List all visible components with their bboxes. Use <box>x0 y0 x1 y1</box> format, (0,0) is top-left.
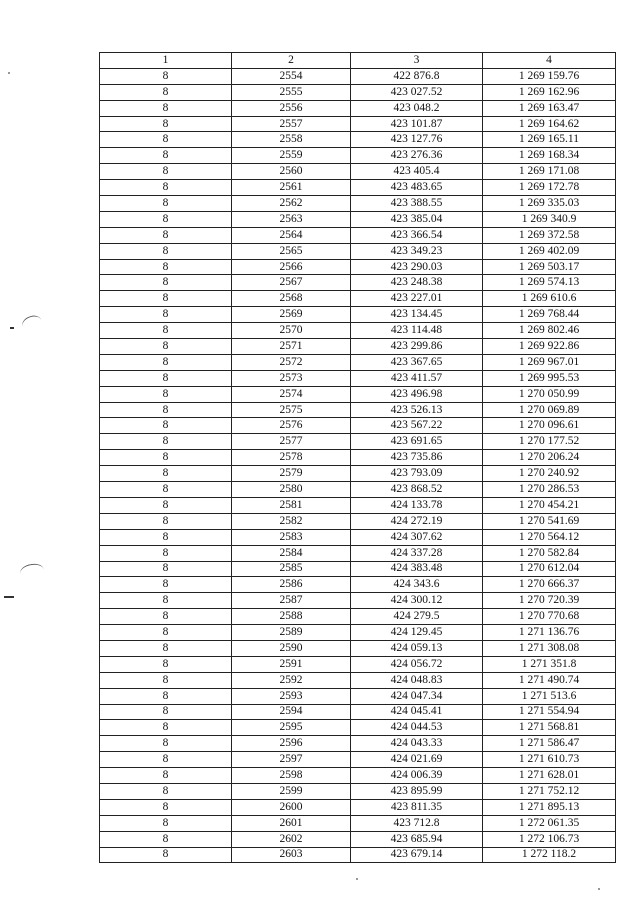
y-coordinate-cell: 1 269 165.11 <box>483 132 616 148</box>
table-row <box>100 497 616 513</box>
point-number-cell: 2594 <box>232 704 351 720</box>
table-row <box>100 783 616 799</box>
y-coordinate-cell: 1 270 720.39 <box>483 593 616 609</box>
table-row <box>100 434 616 450</box>
scan-speck <box>598 888 600 890</box>
x-coordinate-cell: 423 127.76 <box>351 132 483 148</box>
table-row <box>100 768 616 784</box>
point-number-cell: 2563 <box>232 211 351 227</box>
table-row <box>100 196 616 212</box>
table-row <box>100 640 616 656</box>
table-row <box>100 259 616 275</box>
point-number-cell: 2600 <box>232 799 351 815</box>
x-coordinate-cell: 424 279.5 <box>351 609 483 625</box>
table-row <box>100 736 616 752</box>
y-coordinate-cell: 1 270 454.21 <box>483 497 616 513</box>
section-cell: 8 <box>100 68 232 84</box>
x-coordinate-cell: 423 134.45 <box>351 307 483 323</box>
y-coordinate-cell: 1 270 206.24 <box>483 450 616 466</box>
y-coordinate-cell: 1 271 554.94 <box>483 704 616 720</box>
point-number-cell: 2565 <box>232 243 351 259</box>
point-number-cell: 2597 <box>232 752 351 768</box>
y-coordinate-cell: 1 269 503.17 <box>483 259 616 275</box>
point-number-cell: 2598 <box>232 768 351 784</box>
x-coordinate-cell: 424 045.41 <box>351 704 483 720</box>
y-coordinate-cell: 1 269 340.9 <box>483 211 616 227</box>
table-row <box>100 688 616 704</box>
section-cell: 8 <box>100 513 232 529</box>
x-coordinate-cell: 424 021.69 <box>351 752 483 768</box>
section-cell: 8 <box>100 259 232 275</box>
section-cell: 8 <box>100 577 232 593</box>
y-coordinate-cell: 1 272 061.35 <box>483 815 616 831</box>
y-coordinate-cell: 1 269 372.58 <box>483 227 616 243</box>
point-number-cell: 2595 <box>232 720 351 736</box>
table-row <box>100 561 616 577</box>
x-coordinate-cell: 424 272.19 <box>351 513 483 529</box>
y-coordinate-cell: 1 270 069.89 <box>483 402 616 418</box>
table-row <box>100 752 616 768</box>
x-coordinate-cell: 424 043.33 <box>351 736 483 752</box>
x-coordinate-cell: 424 129.45 <box>351 625 483 641</box>
table-row <box>100 323 616 339</box>
x-coordinate-cell: 423 679.14 <box>351 847 483 863</box>
y-coordinate-cell: 1 269 172.78 <box>483 180 616 196</box>
table-row <box>100 545 616 561</box>
section-cell: 8 <box>100 815 232 831</box>
section-cell: 8 <box>100 450 232 466</box>
coordinates-table <box>99 52 616 863</box>
x-coordinate-cell: 423 567.22 <box>351 418 483 434</box>
y-coordinate-cell: 1 271 308.08 <box>483 640 616 656</box>
section-cell: 8 <box>100 688 232 704</box>
table-row <box>100 370 616 386</box>
section-cell: 8 <box>100 783 232 799</box>
x-coordinate-cell: 424 059.13 <box>351 640 483 656</box>
x-coordinate-cell: 424 383.48 <box>351 561 483 577</box>
table-row <box>100 656 616 672</box>
point-number-cell: 2556 <box>232 100 351 116</box>
point-number-cell: 2592 <box>232 672 351 688</box>
x-coordinate-cell: 424 343.6 <box>351 577 483 593</box>
point-number-cell: 2577 <box>232 434 351 450</box>
table-row <box>100 100 616 116</box>
x-coordinate-cell: 423 248.38 <box>351 275 483 291</box>
x-coordinate-cell: 423 388.55 <box>351 196 483 212</box>
y-coordinate-cell: 1 271 895.13 <box>483 799 616 815</box>
y-coordinate-cell: 1 270 240.92 <box>483 466 616 482</box>
section-cell: 8 <box>100 847 232 863</box>
x-coordinate-cell: 424 044.53 <box>351 720 483 736</box>
table-row <box>100 577 616 593</box>
table-row <box>100 386 616 402</box>
margin-pen-mark <box>20 313 44 334</box>
table-row <box>100 625 616 641</box>
point-number-cell: 2555 <box>232 84 351 100</box>
section-cell: 8 <box>100 132 232 148</box>
table-row <box>100 227 616 243</box>
section-cell: 8 <box>100 307 232 323</box>
y-coordinate-cell: 1 269 171.08 <box>483 164 616 180</box>
x-coordinate-cell: 423 895.99 <box>351 783 483 799</box>
section-cell: 8 <box>100 434 232 450</box>
section-cell: 8 <box>100 529 232 545</box>
x-coordinate-cell: 423 793.09 <box>351 466 483 482</box>
y-coordinate-cell: 1 269 610.6 <box>483 291 616 307</box>
point-number-cell: 2583 <box>232 529 351 545</box>
x-coordinate-cell: 423 735.86 <box>351 450 483 466</box>
point-number-cell: 2560 <box>232 164 351 180</box>
point-number-cell: 2566 <box>232 259 351 275</box>
x-coordinate-cell: 424 056.72 <box>351 656 483 672</box>
point-number-cell: 2573 <box>232 370 351 386</box>
x-coordinate-cell: 424 006.39 <box>351 768 483 784</box>
point-number-cell: 2589 <box>232 625 351 641</box>
point-number-cell: 2601 <box>232 815 351 831</box>
point-number-cell: 2567 <box>232 275 351 291</box>
y-coordinate-cell: 1 269 967.01 <box>483 354 616 370</box>
section-cell: 8 <box>100 831 232 847</box>
header-cell-3: 3 <box>351 53 483 69</box>
x-coordinate-cell: 424 307.62 <box>351 529 483 545</box>
table-row <box>100 831 616 847</box>
table-row <box>100 211 616 227</box>
x-coordinate-cell: 424 300.12 <box>351 593 483 609</box>
table-row <box>100 482 616 498</box>
margin-pen-dash <box>4 596 14 598</box>
y-coordinate-cell: 1 271 513.6 <box>483 688 616 704</box>
y-coordinate-cell: 1 269 164.62 <box>483 116 616 132</box>
y-coordinate-cell: 1 270 286.53 <box>483 482 616 498</box>
point-number-cell: 2561 <box>232 180 351 196</box>
y-coordinate-cell: 1 270 050.99 <box>483 386 616 402</box>
section-cell: 8 <box>100 196 232 212</box>
header-cell-1: 1 <box>100 53 232 69</box>
point-number-cell: 2557 <box>232 116 351 132</box>
table-body <box>100 68 616 863</box>
point-number-cell: 2582 <box>232 513 351 529</box>
point-number-cell: 2603 <box>232 847 351 863</box>
x-coordinate-cell: 423 101.87 <box>351 116 483 132</box>
y-coordinate-cell: 1 269 574.13 <box>483 275 616 291</box>
x-coordinate-cell: 423 868.52 <box>351 482 483 498</box>
y-coordinate-cell: 1 270 666.37 <box>483 577 616 593</box>
table-row <box>100 847 616 863</box>
y-coordinate-cell: 1 271 752.12 <box>483 783 616 799</box>
y-coordinate-cell: 1 270 770.68 <box>483 609 616 625</box>
x-coordinate-cell: 423 405.4 <box>351 164 483 180</box>
x-coordinate-cell: 424 337.28 <box>351 545 483 561</box>
table-row <box>100 402 616 418</box>
y-coordinate-cell: 1 271 351.8 <box>483 656 616 672</box>
point-number-cell: 2587 <box>232 593 351 609</box>
table-row <box>100 593 616 609</box>
point-number-cell: 2581 <box>232 497 351 513</box>
section-cell: 8 <box>100 466 232 482</box>
scan-speck <box>8 72 10 74</box>
scan-speck <box>356 878 358 880</box>
table-row <box>100 450 616 466</box>
y-coordinate-cell: 1 269 995.53 <box>483 370 616 386</box>
x-coordinate-cell: 423 685.94 <box>351 831 483 847</box>
y-coordinate-cell: 1 269 162.96 <box>483 84 616 100</box>
point-number-cell: 2558 <box>232 132 351 148</box>
point-number-cell: 2574 <box>232 386 351 402</box>
table-row <box>100 84 616 100</box>
section-cell: 8 <box>100 736 232 752</box>
point-number-cell: 2578 <box>232 450 351 466</box>
point-number-cell: 2584 <box>232 545 351 561</box>
table-row <box>100 339 616 355</box>
point-number-cell: 2599 <box>232 783 351 799</box>
x-coordinate-cell: 423 526.13 <box>351 402 483 418</box>
y-coordinate-cell: 1 270 612.04 <box>483 561 616 577</box>
point-number-cell: 2593 <box>232 688 351 704</box>
table-row <box>100 609 616 625</box>
point-number-cell: 2554 <box>232 68 351 84</box>
y-coordinate-cell: 1 269 402.09 <box>483 243 616 259</box>
point-number-cell: 2568 <box>232 291 351 307</box>
table-row <box>100 418 616 434</box>
section-cell: 8 <box>100 100 232 116</box>
section-cell: 8 <box>100 482 232 498</box>
section-cell: 8 <box>100 672 232 688</box>
section-cell: 8 <box>100 180 232 196</box>
section-cell: 8 <box>100 752 232 768</box>
point-number-cell: 2570 <box>232 323 351 339</box>
section-cell: 8 <box>100 243 232 259</box>
x-coordinate-cell: 424 133.78 <box>351 497 483 513</box>
section-cell: 8 <box>100 148 232 164</box>
point-number-cell: 2585 <box>232 561 351 577</box>
section-cell: 8 <box>100 768 232 784</box>
point-number-cell: 2564 <box>232 227 351 243</box>
x-coordinate-cell: 423 114.48 <box>351 323 483 339</box>
point-number-cell: 2588 <box>232 609 351 625</box>
header-cell-4: 4 <box>483 53 616 69</box>
point-number-cell: 2596 <box>232 736 351 752</box>
section-cell: 8 <box>100 339 232 355</box>
y-coordinate-cell: 1 269 163.47 <box>483 100 616 116</box>
section-cell: 8 <box>100 545 232 561</box>
y-coordinate-cell: 1 271 136.76 <box>483 625 616 641</box>
section-cell: 8 <box>100 354 232 370</box>
section-cell: 8 <box>100 418 232 434</box>
point-number-cell: 2580 <box>232 482 351 498</box>
section-cell: 8 <box>100 704 232 720</box>
x-coordinate-cell: 423 483.65 <box>351 180 483 196</box>
y-coordinate-cell: 1 270 564.12 <box>483 529 616 545</box>
y-coordinate-cell: 1 270 582.84 <box>483 545 616 561</box>
point-number-cell: 2571 <box>232 339 351 355</box>
section-cell: 8 <box>100 275 232 291</box>
point-number-cell: 2569 <box>232 307 351 323</box>
point-number-cell: 2559 <box>232 148 351 164</box>
section-cell: 8 <box>100 164 232 180</box>
section-cell: 8 <box>100 561 232 577</box>
x-coordinate-cell: 423 349.23 <box>351 243 483 259</box>
x-coordinate-cell: 424 048.83 <box>351 672 483 688</box>
x-coordinate-cell: 423 366.54 <box>351 227 483 243</box>
point-number-cell: 2586 <box>232 577 351 593</box>
margin-pen-mark <box>19 562 45 581</box>
x-coordinate-cell: 424 047.34 <box>351 688 483 704</box>
y-coordinate-cell: 1 271 628.01 <box>483 768 616 784</box>
table-row <box>100 243 616 259</box>
y-coordinate-cell: 1 272 106.73 <box>483 831 616 847</box>
table-row <box>100 799 616 815</box>
table-row <box>100 354 616 370</box>
x-coordinate-cell: 423 496.98 <box>351 386 483 402</box>
table-row <box>100 148 616 164</box>
section-cell: 8 <box>100 720 232 736</box>
table-row <box>100 180 616 196</box>
x-coordinate-cell: 423 811.35 <box>351 799 483 815</box>
y-coordinate-cell: 1 270 096.61 <box>483 418 616 434</box>
section-cell: 8 <box>100 656 232 672</box>
margin-pen-dot <box>10 327 14 329</box>
y-coordinate-cell: 1 269 335.03 <box>483 196 616 212</box>
point-number-cell: 2576 <box>232 418 351 434</box>
table-row <box>100 704 616 720</box>
y-coordinate-cell: 1 272 118.2 <box>483 847 616 863</box>
point-number-cell: 2602 <box>232 831 351 847</box>
x-coordinate-cell: 423 290.03 <box>351 259 483 275</box>
y-coordinate-cell: 1 269 922.86 <box>483 339 616 355</box>
section-cell: 8 <box>100 640 232 656</box>
section-cell: 8 <box>100 227 232 243</box>
x-coordinate-cell: 423 385.04 <box>351 211 483 227</box>
y-coordinate-cell: 1 271 610.73 <box>483 752 616 768</box>
section-cell: 8 <box>100 323 232 339</box>
point-number-cell: 2590 <box>232 640 351 656</box>
x-coordinate-cell: 423 027.52 <box>351 84 483 100</box>
section-cell: 8 <box>100 386 232 402</box>
section-cell: 8 <box>100 625 232 641</box>
table-row <box>100 815 616 831</box>
table-row <box>100 68 616 84</box>
point-number-cell: 2572 <box>232 354 351 370</box>
y-coordinate-cell: 1 269 159.76 <box>483 68 616 84</box>
section-cell: 8 <box>100 497 232 513</box>
point-number-cell: 2562 <box>232 196 351 212</box>
table-row <box>100 672 616 688</box>
y-coordinate-cell: 1 269 168.34 <box>483 148 616 164</box>
point-number-cell: 2575 <box>232 402 351 418</box>
table-row <box>100 466 616 482</box>
point-number-cell: 2591 <box>232 656 351 672</box>
table-row <box>100 132 616 148</box>
section-cell: 8 <box>100 211 232 227</box>
x-coordinate-cell: 422 876.8 <box>351 68 483 84</box>
x-coordinate-cell: 423 411.57 <box>351 370 483 386</box>
x-coordinate-cell: 423 299.86 <box>351 339 483 355</box>
table-row <box>100 720 616 736</box>
point-number-cell: 2579 <box>232 466 351 482</box>
section-cell: 8 <box>100 370 232 386</box>
section-cell: 8 <box>100 593 232 609</box>
y-coordinate-cell: 1 271 490.74 <box>483 672 616 688</box>
section-cell: 8 <box>100 609 232 625</box>
x-coordinate-cell: 423 691.65 <box>351 434 483 450</box>
section-cell: 8 <box>100 116 232 132</box>
table-row <box>100 307 616 323</box>
table-row <box>100 164 616 180</box>
y-coordinate-cell: 1 270 177.52 <box>483 434 616 450</box>
x-coordinate-cell: 423 227.01 <box>351 291 483 307</box>
y-coordinate-cell: 1 269 802.46 <box>483 323 616 339</box>
table-row <box>100 291 616 307</box>
y-coordinate-cell: 1 271 568.81 <box>483 720 616 736</box>
y-coordinate-cell: 1 269 768.44 <box>483 307 616 323</box>
x-coordinate-cell: 423 276.36 <box>351 148 483 164</box>
y-coordinate-cell: 1 270 541.69 <box>483 513 616 529</box>
table-row <box>100 275 616 291</box>
x-coordinate-cell: 423 712.8 <box>351 815 483 831</box>
x-coordinate-cell: 423 367.65 <box>351 354 483 370</box>
table-row <box>100 116 616 132</box>
y-coordinate-cell: 1 271 586.47 <box>483 736 616 752</box>
x-coordinate-cell: 423 048.2 <box>351 100 483 116</box>
table-row <box>100 529 616 545</box>
table-row <box>100 513 616 529</box>
section-cell: 8 <box>100 84 232 100</box>
section-cell: 8 <box>100 402 232 418</box>
header-cell-2: 2 <box>232 53 351 69</box>
section-cell: 8 <box>100 291 232 307</box>
section-cell: 8 <box>100 799 232 815</box>
table-header-row <box>100 53 616 69</box>
